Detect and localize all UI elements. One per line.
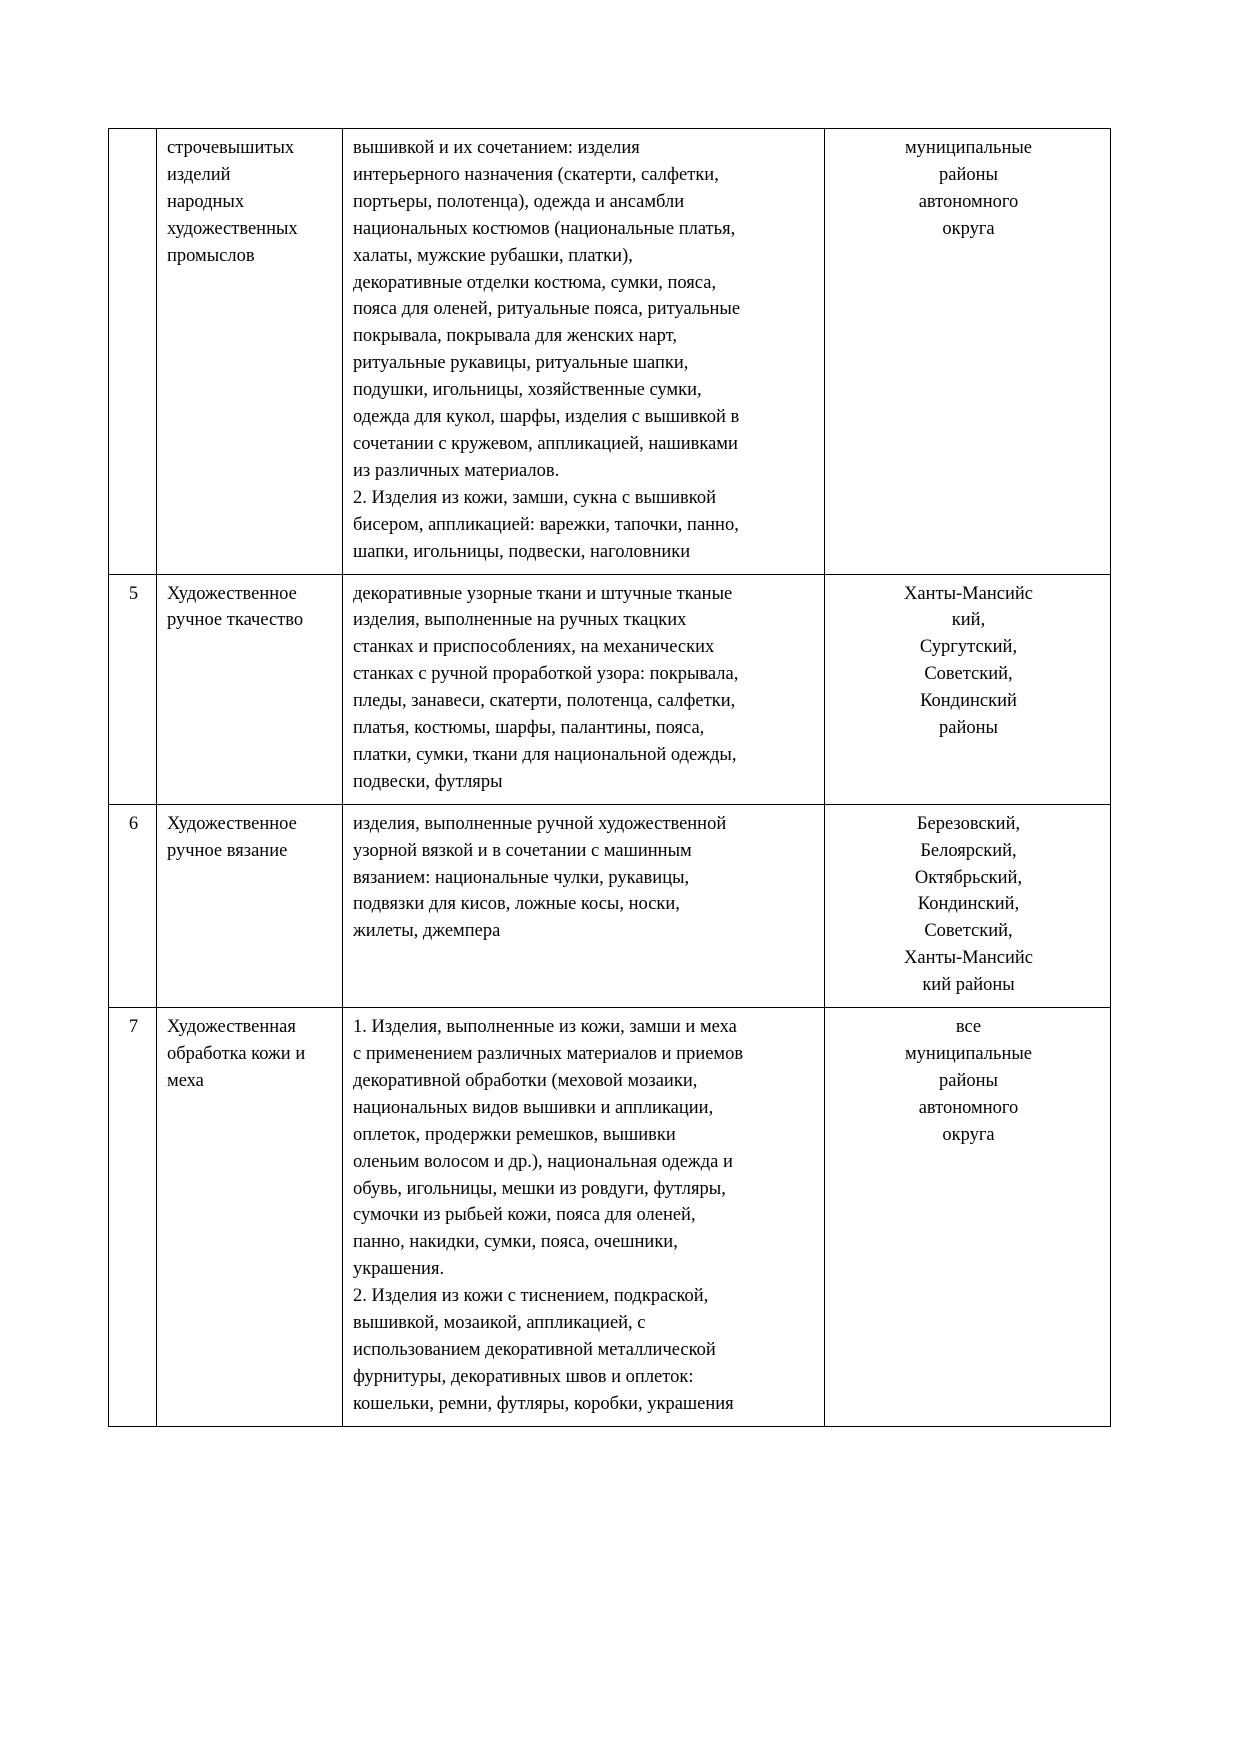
description-line: сочетании с кружевом, аппликацией, нашивками <box>353 433 738 454</box>
region-line: Березовский, <box>916 813 1021 834</box>
description-line: одежда для кукол, шарфы, изделия с вышивкой в <box>353 407 740 428</box>
row-number: 7 <box>128 1017 139 1038</box>
craft-name-line: строчевышитых <box>167 138 295 158</box>
craft-table <box>108 128 1111 1427</box>
row-number-cell <box>109 129 157 575</box>
description-line: покрывала, покрывала для женских нарт, <box>353 326 677 347</box>
description-line: использованием декоративной металлической <box>353 1339 716 1360</box>
craft-name-line: народных <box>167 191 245 212</box>
craft-name-line: Художественное <box>167 583 297 604</box>
region-cell <box>825 574 1111 804</box>
region-line: районы <box>939 164 998 185</box>
description-line: с применением различных материалов и приемов <box>353 1044 744 1064</box>
region-cell <box>825 1008 1111 1427</box>
craft-name-line: обработка кожи и <box>167 1044 306 1064</box>
description-line: портьеры, полотенца), одежда и ансамбли <box>353 191 685 212</box>
description-line: подушки, игольницы, хозяйственные сумки, <box>353 380 702 401</box>
description-line: пледы, занавеси, скатерти, полотенца, салфетки, <box>353 691 736 712</box>
description-line: интерьерного назначения (скатерти, салфетки, <box>353 164 719 185</box>
description-line: декоративные узорные ткани и штучные тканые <box>353 583 733 604</box>
region-line: автономного <box>918 191 1019 212</box>
craft-name-line: изделий <box>167 164 231 185</box>
description-line: вышивкой и их сочетанием: изделия <box>353 138 640 158</box>
description-line: жилеты, джемпера <box>353 921 501 942</box>
description-line: платки, сумки, ткани для национальной одежды, <box>353 744 737 765</box>
table-body <box>109 129 1111 1427</box>
description-line: кошельки, ремни, футляры, коробки, украшения <box>353 1393 734 1414</box>
region-line: Ханты-Мансийс <box>904 583 1033 604</box>
description-line: узорной вязкой и в сочетании с машинным <box>353 840 692 861</box>
table-row <box>109 804 1111 1007</box>
row-number: 5 <box>128 583 139 604</box>
region-line: Сургутский, <box>919 637 1018 658</box>
region-line: Советский, <box>924 921 1013 942</box>
description-line: из различных материалов. <box>353 460 560 481</box>
region-line: кий, <box>951 610 986 631</box>
region-line: муниципальные <box>904 138 1033 158</box>
description-cell <box>343 129 825 575</box>
region-line: Советский, <box>924 664 1013 685</box>
craft-name-line: Художественное <box>167 813 297 834</box>
description-line: бисером, аппликацией: варежки, тапочки, панно, <box>353 514 739 535</box>
craft-name-line: художественных <box>167 218 298 239</box>
region-line: кий районы <box>922 975 1015 996</box>
description-line: халаты, мужские рубашки, платки), <box>353 245 633 266</box>
description-line: станках и приспособлениях, на механических <box>353 637 715 658</box>
row-number: 6 <box>128 813 139 834</box>
craft-name-line: ручное ткачество <box>167 610 304 631</box>
region-line: Кондинский, <box>917 894 1020 915</box>
description-line: фурнитуры, декоративных швов и оплеток: <box>353 1366 694 1387</box>
description-line: 2. Изделия из кожи, замши, сукна с вышивкой <box>353 487 716 508</box>
region-line: все <box>955 1017 982 1038</box>
description-line: пояса для оленей, ритуальные пояса, ритуальные <box>353 299 741 320</box>
description-line: украшения. <box>353 1259 445 1280</box>
description-line: подвязки для кисов, ложные косы, носки, <box>353 894 680 915</box>
region-line: округа <box>942 218 995 239</box>
craft-name-line: меха <box>167 1070 204 1091</box>
description-cell <box>343 1008 825 1427</box>
craft-name-cell <box>157 129 343 575</box>
region-cell <box>825 129 1111 575</box>
description-line: сумочки из рыбьей кожи, пояса для оленей, <box>353 1205 696 1226</box>
description-line: станках с ручной проработкой узора: покрывала, <box>353 664 739 685</box>
table-row <box>109 129 1111 575</box>
description-line: шапки, игольницы, подвески, наголовники <box>353 541 691 562</box>
description-line: ритуальные рукавицы, ритуальные шапки, <box>353 353 689 374</box>
craft-name-cell <box>157 804 343 1007</box>
description-line: обувь, игольницы, мешки из ровдуги, футляры, <box>353 1178 726 1199</box>
description-line: декоративной обработки (меховой мозаики, <box>353 1070 698 1091</box>
description-line: национальных костюмов (национальные платья, <box>353 218 736 239</box>
description-line: 2. Изделия из кожи с тиснением, подкраской, <box>353 1286 709 1307</box>
table-row <box>109 574 1111 804</box>
craft-name-cell <box>157 574 343 804</box>
craft-name-cell <box>157 1008 343 1427</box>
craft-name-line: ручное вязание <box>167 840 288 861</box>
region-line: районы <box>939 1070 998 1091</box>
description-cell <box>343 574 825 804</box>
craft-name-line: Художественная <box>167 1017 296 1038</box>
description-line: декоративные отделки костюма, сумки, пояса, <box>353 272 717 293</box>
craft-name-line: промыслов <box>167 245 255 266</box>
description-line: изделия, выполненные ручной художественной <box>353 813 727 834</box>
table-row <box>109 1008 1111 1427</box>
description-line: платья, костюмы, шарфы, палантины, пояса, <box>353 718 705 739</box>
description-cell <box>343 804 825 1007</box>
row-number-cell <box>109 1008 157 1427</box>
description-line: панно, накидки, сумки, пояса, очешники, <box>353 1232 678 1253</box>
region-line: Кондинский <box>920 691 1017 712</box>
description-line: национальных видов вышивки и аппликации, <box>353 1097 714 1118</box>
region-line: округа <box>942 1124 995 1145</box>
region-line: Белоярский, <box>920 840 1017 861</box>
region-line: муниципальные <box>904 1044 1033 1064</box>
description-line: оленьим волосом и др.), национальная одежда и <box>353 1151 733 1172</box>
row-number-cell <box>109 804 157 1007</box>
region-line: районы <box>939 718 998 739</box>
region-line: автономного <box>918 1097 1019 1118</box>
region-line: Октябрьский, <box>914 867 1023 888</box>
description-line: вязанием: национальные чулки, рукавицы, <box>353 867 690 888</box>
description-line: оплеток, продержки ремешков, вышивки <box>353 1124 676 1145</box>
description-line: 1. Изделия, выполненные из кожи, замши и меха <box>353 1017 737 1038</box>
description-line: подвески, футляры <box>353 771 503 792</box>
description-line: изделия, выполненные на ручных ткацких <box>353 610 687 631</box>
region-cell <box>825 804 1111 1007</box>
description-line: вышивкой, мозаикой, аппликацией, с <box>353 1313 646 1334</box>
row-number-cell <box>109 574 157 804</box>
region-line: Ханты-Мансийс <box>904 948 1033 969</box>
